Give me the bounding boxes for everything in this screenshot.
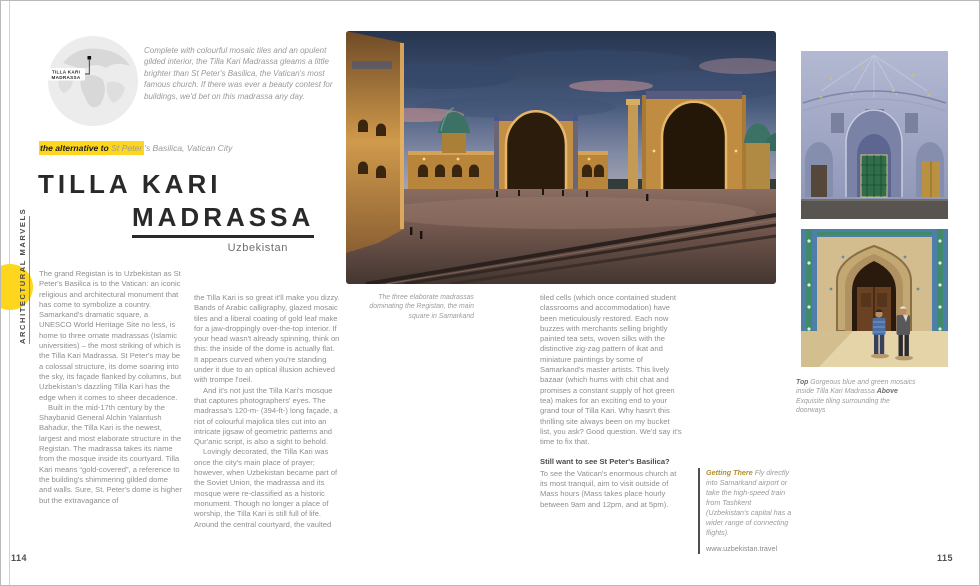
main-photo-caption: The three elaborate madrassas dominating the Registan, the main square in Samarkand	[369, 294, 474, 320]
body-column-3	[540, 293, 682, 510]
intro-paragraph: Complete with colourful mosaic tiles and an opulent gilded interior, the Tilla Kari Madrassa gleams a little brighter than St Peter's Basilica, the Vatican's most famous church. If there was ever a beauty contest for buildings, we'd bet on this madrassa any day.	[144, 46, 333, 101]
alternative-tagline	[39, 143, 232, 153]
photo-doorway	[801, 229, 948, 367]
body-paragraph: Lovingly decorated, the Tilla Kari was once the city's main place of prayer; however, when Uzbekistan became part of the Soviet Union, the madrassa and its mosque were re-classified as a historic monument. Though no longer a place of worship, the Tilla Kari is still full of life. Around the central courtyard, the vaulted	[194, 447, 338, 529]
body-paragraph: tiled cells (which once contained student classrooms and accommodation) have been meticulously restored. Each now buzzes with merchants selling brightly painted tea sets, woven silks with the distinctive zig-zag pattern of ikat and miniature paintings by some of Samarkand's master artists. This lively bazaar (which hums with chit chat and promises a constant supply of hot green tea) makes for an exciting end to your grand tour of Tilla Kari. Why hasn't this thrilling site always been on my bucket list, you ask? Good question. We'd say it's time to fix that.	[540, 293, 682, 447]
getting-there-url: www.uzbekistan.travel	[706, 544, 778, 553]
tagline-highlight-gray: St Peter	[111, 143, 143, 153]
right-photos-caption: Top Gorgeous blue and green mosaics inside Tilla Kari Madrassa Above Exquisite tiling surrounding the doorways	[796, 379, 916, 415]
yellow-highlight	[39, 141, 144, 155]
body-paragraph: Built in the mid-17th century by the Shaybanid General Alchin Yalantush Bahadur, the Tilla Kari is the newest, largest and most elaborate structure in the Registan. The madrassa takes its name from the mosque inside its courtyard. Tilla Kari means “gold-covered”, a reference to the building's shimmering gilded dome and walls. Sure, St. Peter's dome is higher but the extravagance of	[39, 402, 182, 505]
chapter-sidebar-label: ARCHITECTURAL MARVELS	[18, 216, 30, 344]
body-column-2	[194, 293, 340, 530]
still-want-heading: Still want to see St Peter's Basilica?	[540, 457, 670, 467]
body-paragraph: And it's not just the Tilla Kari's mosque that captures photographers' eyes. The madrassa's 120-m- (394-ft-) long façade, a riot of colourful majolica tiles cut into an intricate jigsaw of geometric patterns and Qur'anic script, is also a sight to behold.	[194, 385, 338, 447]
caption-top-label: Top	[796, 379, 809, 386]
getting-there-body: Fly directly into Samarkand airport or take the high-speed train from Tashkent (Uzbekistan's capital has a wider range of connecting flights).	[706, 468, 792, 537]
tagline-rest: 's Basilica, Vatican City	[144, 143, 233, 153]
tagline-bold: the alternative to	[40, 143, 112, 153]
page-title-line2: MADRASSA	[132, 202, 314, 238]
getting-there-label: Getting There	[706, 468, 753, 477]
getting-there-box	[698, 468, 792, 554]
page-number-left: 114	[11, 553, 28, 563]
locator-globe	[45, 33, 141, 129]
body-column-1	[39, 269, 182, 506]
map-label-line1: TILLA KARI	[51, 69, 81, 75]
main-photo-registan	[346, 31, 776, 284]
page-number-right: 115	[937, 553, 954, 563]
map-label-line2: MADRASSA	[51, 75, 81, 80]
caption-above-label: Above	[876, 388, 898, 396]
page-title-line1: TILLA KARI	[38, 169, 222, 199]
body-paragraph: The grand Registan is to Uzbekistan as St Peter's Basilica is to the Vatican: an iconic religious and architectural monument that has come to symbolize a country. Samarkand's dramatic square, a UNESCO World Heritage Site no less, is home to three ornate madrassas (Islamic universities) – the most striking of which is the Tilla Kari Madrassa. St Peter's may be a colossal structure, its dome soaring into the sky, its façade flanked by columns, but Uzbekistan's dazzling Tilla Kari has the edge when it comes to sheer decadence.	[39, 269, 182, 402]
country-subtitle: Uzbekistan	[227, 242, 288, 254]
map-marker-icon	[88, 56, 92, 60]
body-paragraph: the Tilla Kari is so great it'll make you dizzy. Bands of Arabic calligraphy, glazed mosaic tiles and a liberal coating of gold leaf make for a jaw-droppingly over-the-top interior. If your head wasn't already spinning, think on this: the inside of the dome is actually flat. It appears curved when you're standing under it due to an optical illusion achieved with trompe l'oeil.	[194, 293, 340, 385]
body-paragraph: To see the Vatican's enormous church at its most tranquil, aim to visit outside of Mass hours (Mass takes place hourly between 9am and 12pm, and at 5pm).	[540, 468, 677, 509]
photo-mosaic-interior	[801, 51, 948, 219]
